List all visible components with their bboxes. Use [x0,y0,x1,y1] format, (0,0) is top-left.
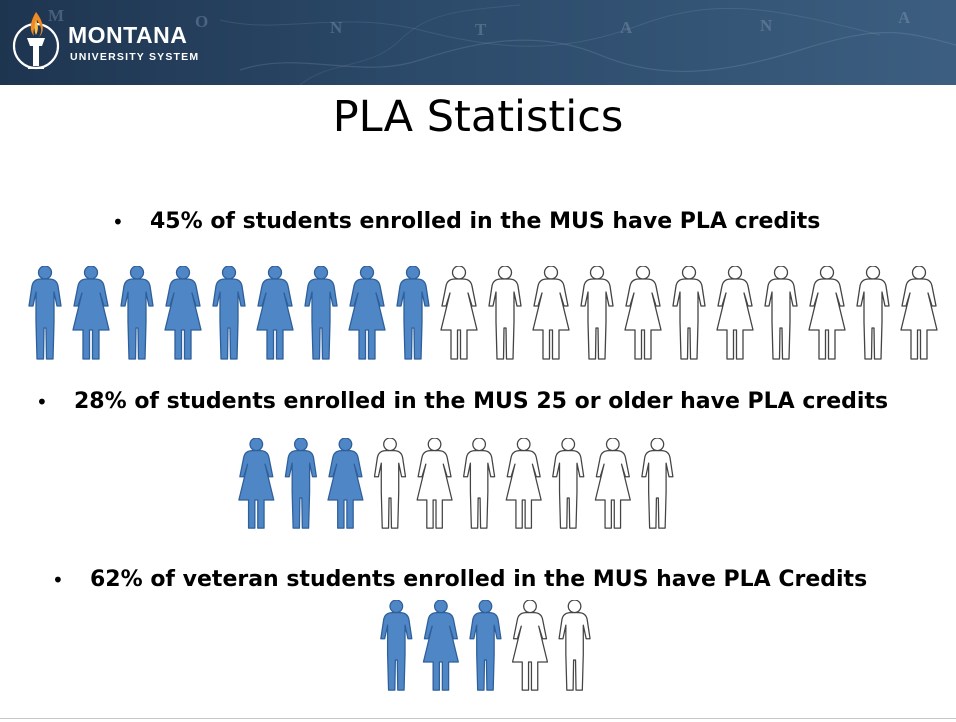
footer-divider [0,718,956,719]
filled-male-person-icon [213,266,245,359]
outline-female-person-icon [417,438,452,528]
filled-male-person-icon [121,266,153,359]
outline-female-person-icon [595,438,630,528]
map-letter: A [620,18,633,37]
outline-male-person-icon [489,266,521,359]
filled-female-person-icon [239,438,274,528]
filled-female-person-icon [73,266,109,359]
outline-male-person-icon [375,438,406,528]
outline-female-person-icon [809,266,845,359]
map-letter: N [330,18,343,37]
logo-subtitle: UNIVERSITY SYSTEM [70,51,200,63]
outline-female-person-icon [441,266,477,359]
filled-female-person-icon [328,438,363,528]
outline-male-person-icon [765,266,797,359]
outline-female-person-icon [717,266,753,359]
stat-text: 28% of students enrolled in the MUS 25 or older have PLA credits [74,389,889,414]
filled-male-person-icon [29,266,61,359]
logo-title: MONTANA [68,22,188,48]
map-letter: A [898,8,911,27]
outline-male-person-icon [642,438,673,528]
filled-male-person-icon [305,266,337,359]
stat-text: 62% of veteran students enrolled in the MUS have PLA Credits [90,567,868,592]
outline-female-person-icon [513,600,548,690]
outline-female-person-icon [625,266,661,359]
bullet-dot: • [112,210,124,234]
people-row-1 [23,266,948,362]
outline-male-person-icon [559,600,590,690]
outline-male-person-icon [857,266,889,359]
outline-male-person-icon [553,438,584,528]
outline-female-person-icon [901,266,937,359]
filled-female-person-icon [423,600,458,690]
map-letter: N [760,16,773,35]
filled-female-person-icon [257,266,293,359]
people-row-2 [235,438,700,531]
filled-male-person-icon [381,600,412,690]
header-banner [0,0,956,85]
map-letter: O [195,12,209,31]
bullet-dot: • [52,568,64,592]
filled-female-person-icon [165,266,201,359]
filled-male-person-icon [470,600,501,690]
stat-text: 45% of students enrolled in the MUS have PLA credits [150,209,821,234]
people-row-3 [375,600,610,693]
page-title: PLA Statistics [332,92,624,142]
stat-bullet-2 [36,389,889,414]
outline-male-person-icon [673,266,705,359]
torch-logo-icon [10,6,65,74]
filled-female-person-icon [349,266,385,359]
map-letter: M [48,6,65,25]
bullet-dot: • [36,390,48,414]
outline-female-person-icon [506,438,541,528]
stat-bullet-3 [52,567,868,592]
filled-male-person-icon [285,438,316,528]
stat-bullet-1 [112,209,821,234]
filled-male-person-icon [397,266,429,359]
outline-male-person-icon [581,266,613,359]
map-letter: T [475,20,487,39]
outline-female-person-icon [533,266,569,359]
outline-male-person-icon [464,438,495,528]
